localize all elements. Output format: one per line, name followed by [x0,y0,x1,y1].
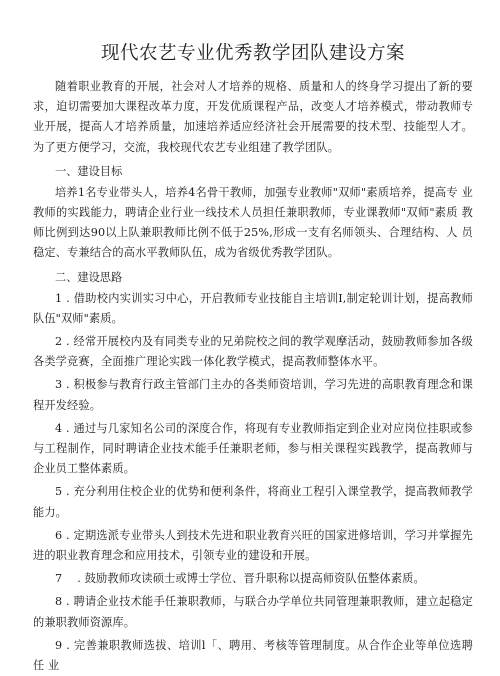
approach-item-2: 2 . 经常开展校内及有同类专业的兄弟院校之间的教学观摩活动，鼓励教师参加各级 各类学竞赛，全面推广理论实践一体化教学模式，提高教师整体水平。 [33,335,473,369]
approach-item-1: 1 . 借助校内实训实习中心，开启教师专业技能自主培训I,制定轮训计划，提高教师 队伍"双师"素质。 [33,291,473,325]
approach-item-4: 4 . 通过与几家知名公司的深度合作，将现有专业教师指定到企业对应岗位挂职或参 与工程制作，同时聘请企业技术能手任兼职老师，参与相关课程实践教学，提高教师与 企业员工整体素质。 [33,421,473,476]
document-body [33,77,473,676]
approach-item-3: 3 . 积极参与教育行政主管部门主办的各类师资培训，学习先进的高职教育理念和课 程开发经验。 [33,378,473,412]
approach-item-7: 7 . 鼓励教师攻读硕士或博士学位、晋升职称以提高师资队伍整体素质。 [55,572,425,586]
document-title: 现代农艺专业优秀教学团队建设方案 [100,43,405,64]
section-heading-approach: 二、建设思路 [55,270,123,284]
approach-item-5: 5 . 充分利用住校企业的优势和便利条件，将商业工程引入课堂教学，提高教师教学 能力。 [33,485,473,519]
approach-item-9: 9 . 完善兼职教师选拔、培训l「、聘用、考核等管理制度。从合作企业等单位选聘任 业 [33,638,473,673]
approach-item-6: 6 . 定期选派专业带头人到技术先进和职业教育兴旺的国家进修培训，学习并掌握先 进的职业教育理念和应用技术，引领专业的建设和开展。 [33,528,473,563]
section-heading-goals: 一、建设目标 [55,164,123,178]
goals-paragraph: 培养1名专业带头人，培养4名骨干教师，加强专业教师"双师"素质培养，提高专 业教师的实践能力，聘请企业行业一线技术人员担任兼职教师，专业课教师"双师"素质 教师比例到达90以上队兼职教师比例不低于25%,形成一支有名师领头、合理结构、人 员稳定、专兼结合的高水平教师队伍，成为省级优秀教学团队。 [33,185,473,260]
approach-item-8: 8 . 聘请企业技术能手任兼职教师，与联合办学单位共同管理兼职教师，建立起稳定 的兼职教师资源库。 [33,595,473,629]
intro-paragraph: 随着职业教育的开展，社会对人才培养的规格、质量和人的终身学习提出了新的要 求，迫切需要加大课程改革力度，开发优质课程产品，改变人才培养模式，带动教师专 业开展，提高人才培养质量，加速培养适应经济社会开展需要的技术型、技能型人才。 为了更方便学习，交流，我校现代农艺专业组建了教学团队。 [33,80,473,154]
